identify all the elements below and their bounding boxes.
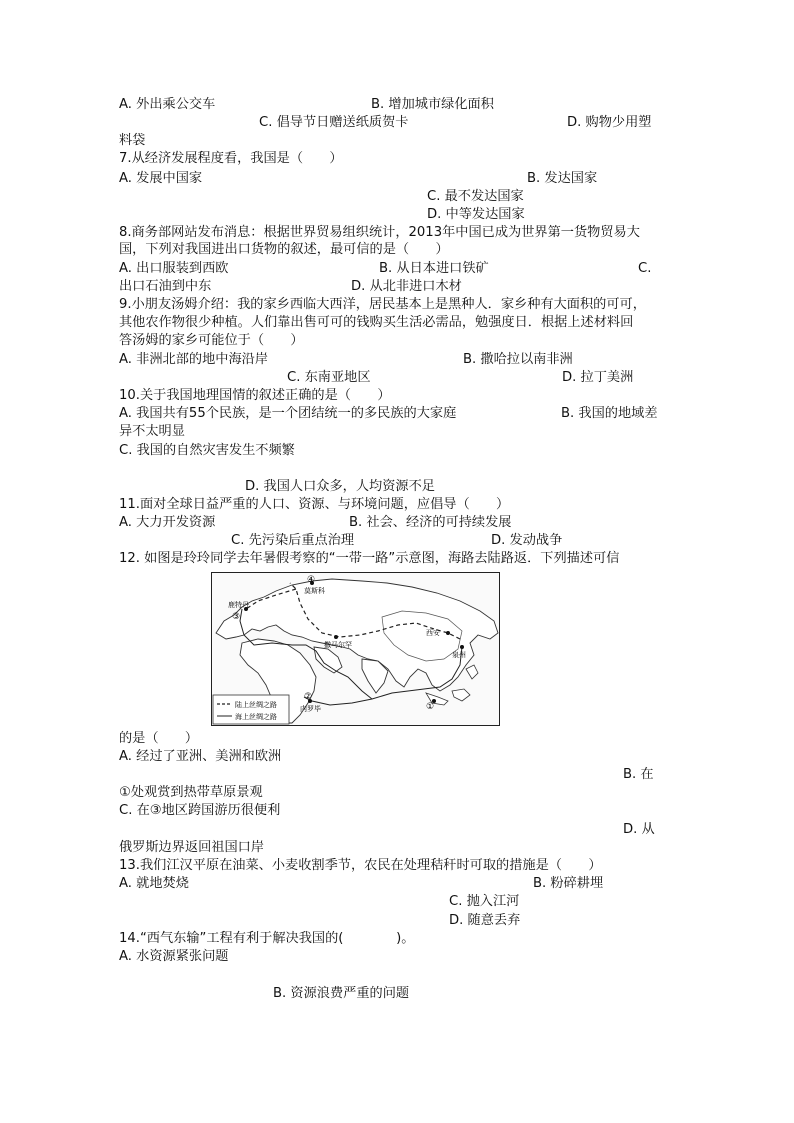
q13-option-d: D. 随意丢弃 xyxy=(449,913,521,928)
q6-option-d: D. 购物少用塑 xyxy=(567,115,652,130)
q14-stem: 14.“西气东输”工程有利于解决我国的( )。 xyxy=(119,931,415,946)
belt-and-road-map xyxy=(211,572,500,726)
map-label-xian: 西安 xyxy=(426,629,440,637)
q14-option-a: A. 水资源紧张问题 xyxy=(119,949,229,964)
q6-option-d-cont: 料袋 xyxy=(119,133,146,148)
q11-option-d: D. 发动战争 xyxy=(491,533,563,548)
q9-stem-line1: 9.小朋友汤姆介绍：我的家乡西临大西洋，居民基本上是黑种人．家乡种有大面积的可可， xyxy=(119,297,646,312)
q6-option-a: A. 外出乘公交车 xyxy=(119,97,216,112)
q9-stem-line3: 答汤姆的家乡可能位于（ ） xyxy=(119,333,304,348)
map-label-quanzhou: 泉州 xyxy=(452,651,466,659)
q11-option-b: B. 社会、经济的可持续发展 xyxy=(349,515,512,530)
q8-stem-line1: 8.商务部网站发布消息：根据世界贸易组织统计，2013年中国已成为世界第一货物贸易大 xyxy=(119,225,640,240)
q9-option-d: D. 拉丁美洲 xyxy=(562,370,634,385)
q8-option-c-cont: 出口石油到中东 xyxy=(119,279,212,294)
landmass-arabia xyxy=(314,647,342,673)
q12-option-b-cont: ①处观赏到热带草原景观 xyxy=(119,785,263,800)
q12-option-c: C. 在③地区跨国游历很便利 xyxy=(119,803,281,818)
q11-stem: 11.面对全球日益严重的人口、资源、与环境问题，应倡导（ ） xyxy=(119,497,510,512)
q7-option-c: C. 最不发达国家 xyxy=(427,189,524,204)
q10-stem: 10.关于我国地理国情的叙述正确的是（ ） xyxy=(119,388,391,403)
q12-option-d: D. 从 xyxy=(623,822,655,837)
q12-option-d-cont: 俄罗斯边界返回祖国口岸 xyxy=(119,840,265,855)
q8-option-c: C. xyxy=(638,261,652,276)
q6-option-c: C. 倡导节日赠送纸质贺卡 xyxy=(259,115,409,130)
q10-option-b-cont: 异不太明显 xyxy=(119,424,185,439)
q12-option-a: A. 经过了亚洲、美洲和欧洲 xyxy=(119,749,282,764)
map-label-2: ② xyxy=(304,692,313,702)
q7-option-a: A. 发展中国家 xyxy=(119,171,203,186)
q8-option-d: D. 从北非进口木材 xyxy=(351,279,462,294)
q13-option-b: B. 粉碎耕埋 xyxy=(533,876,604,891)
q8-stem-line2: 国，下列对我国进出口货物的叙述，最可信的是（ ） xyxy=(119,242,449,257)
q7-option-d: D. 中等发达国家 xyxy=(427,207,525,222)
q10-option-c: C. 我国的自然灾害发生不频繁 xyxy=(119,443,295,458)
q10-option-b: B. 我国的地域差 xyxy=(561,406,658,421)
q8-option-a: A. 出口服装到西欧 xyxy=(119,261,229,276)
q10-option-d: D. 我国人口众多，人均资源不足 xyxy=(245,479,435,494)
q9-option-b: B. 撒哈拉以南非洲 xyxy=(463,352,573,367)
map-label-nairobi: 内罗毕 xyxy=(300,705,321,713)
map-label-rotterdam: 鹿特丹 xyxy=(228,601,249,609)
map-label-samarkand: 撒马尔罕 xyxy=(324,641,352,649)
q11-option-a: A. 大力开发资源 xyxy=(119,515,216,530)
q9-option-a: A. 非洲北部的地中海沿岸 xyxy=(119,352,269,367)
q9-option-c: C. 东南亚地区 xyxy=(287,370,371,385)
q13-option-a: A. 就地焚烧 xyxy=(119,876,189,891)
q7-option-b: B. 发达国家 xyxy=(527,171,598,186)
q10-option-a: A. 我国共有55个民族，是一个团结统一的多民族的大家庭 xyxy=(119,406,457,421)
q12-stem-line1: 12. 如图是玲玲同学去年暑假考察的“一带一路”示意图，海路去陆路返．下列描述可信 xyxy=(119,551,620,566)
map-label-3: ③ xyxy=(232,612,241,622)
q8-option-b: B. 从日本进口铁矿 xyxy=(379,261,489,276)
legend-land-route: 陆上丝绸之路 xyxy=(235,701,277,709)
q12-stem-line2: 的是（ ） xyxy=(119,731,199,746)
q13-option-c: C. 抛入江河 xyxy=(449,894,520,909)
q7-stem: 7.从经济发展程度看，我国是（ ） xyxy=(119,151,343,166)
q11-option-c: C. 先污染后重点治理 xyxy=(231,533,355,548)
map-label-4: ④ xyxy=(307,575,316,585)
q6-option-b: B. 增加城市绿化面积 xyxy=(371,97,494,112)
legend-sea-route: 海上丝绸之路 xyxy=(235,713,277,721)
q12-option-b: B. 在 xyxy=(623,767,654,782)
q9-stem-line2: 其他农作物很少种植。人们靠出售可可的钱购买生活必需品，勉强度日．根据上述材料回 xyxy=(119,315,634,330)
map-label-1: ① xyxy=(426,702,435,712)
q14-option-b: B. 资源浪费严重的问题 xyxy=(273,986,410,1001)
q13-stem: 13.我们江汉平原在油菜、小麦收割季节，农民在处理秸秆时可取的措施是（ ） xyxy=(119,858,602,873)
map-label-moscow: 莫斯科 xyxy=(304,587,325,595)
